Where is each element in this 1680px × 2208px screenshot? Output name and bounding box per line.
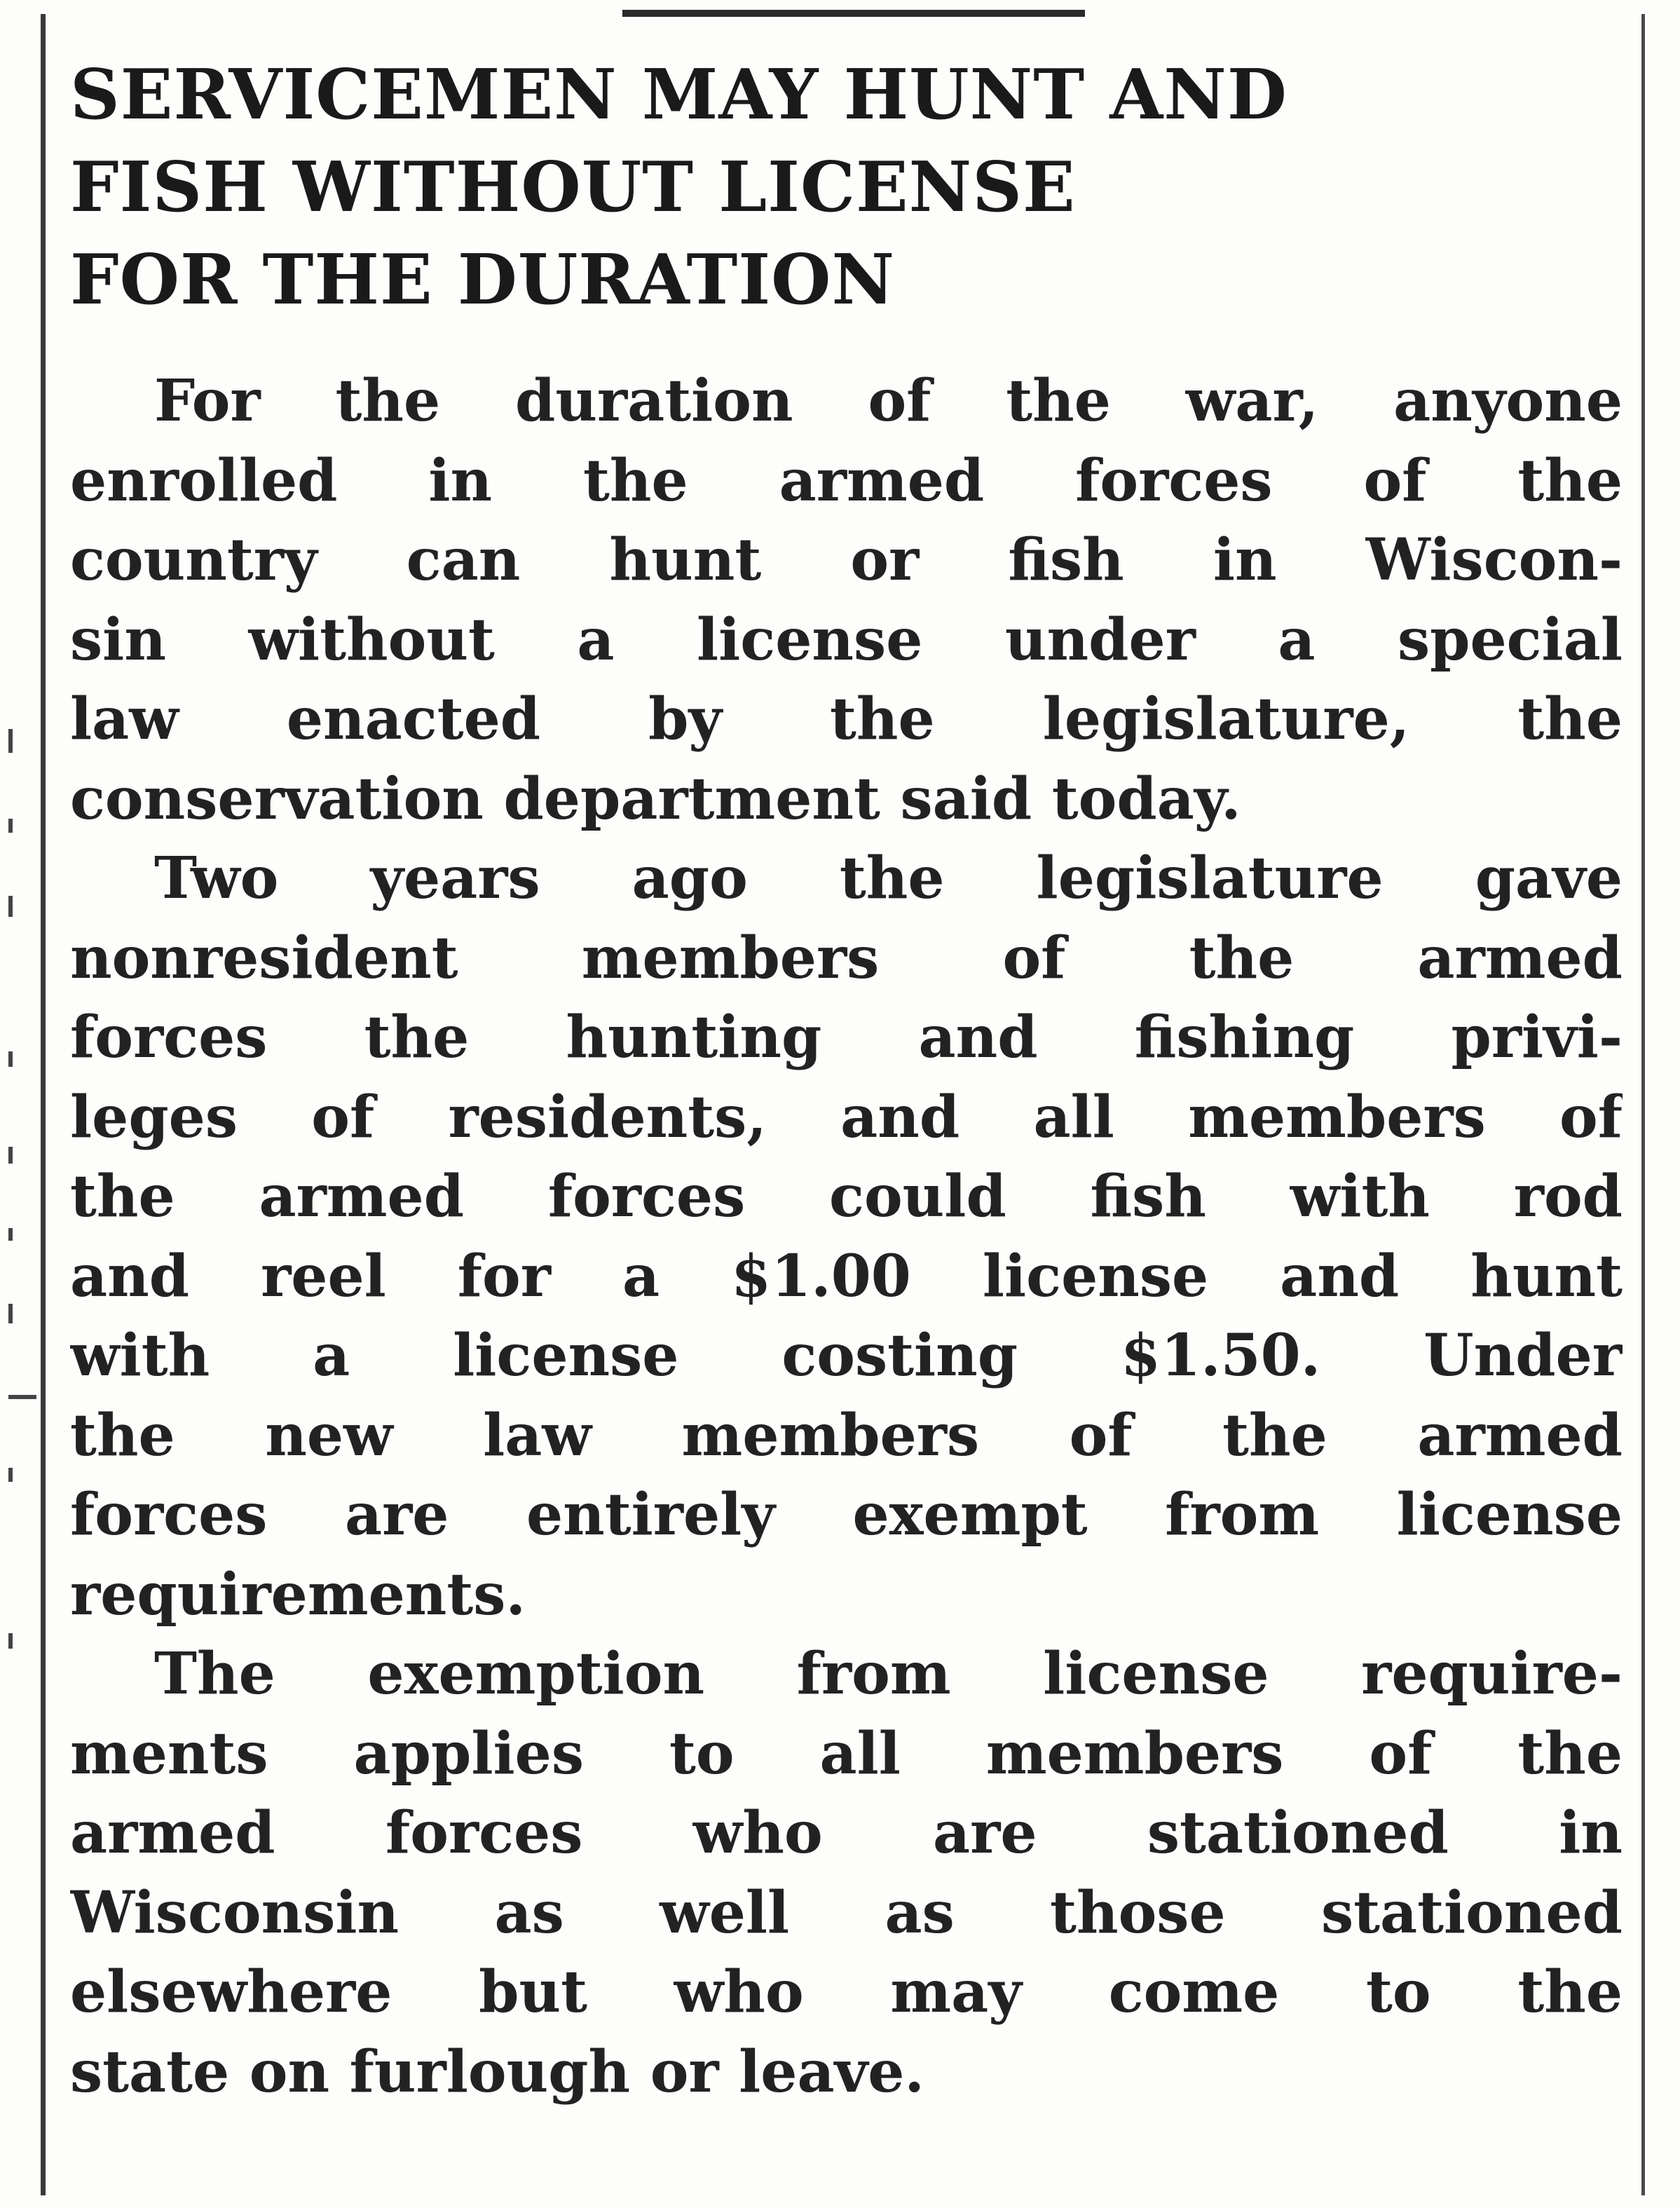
edge-marks: [4, 0, 25, 2208]
text-line: armed forces who are stationed in: [70, 1799, 1623, 1867]
edge-mark: [8, 1633, 13, 1649]
headline-line: FISH WITHOUT LICENSE: [70, 147, 1076, 228]
text-line: enrolled in the armed forces of the: [70, 447, 1623, 514]
column-rule-right: [1641, 14, 1645, 2195]
text-line: country can hunt or fish in Wiscon-: [70, 526, 1623, 594]
edge-mark: [8, 729, 13, 753]
text-line: The exemption from license require-: [154, 1640, 1623, 1708]
text-line: Wisconsin as well as those stationed: [70, 1879, 1623, 1947]
edge-mark: [8, 1147, 13, 1164]
text-line: and reel for a $1.00 license and hunt: [70, 1242, 1623, 1310]
text-line: forces the hunting and fishing privi-: [70, 1004, 1623, 1071]
edge-mark: [8, 819, 13, 833]
text-line: For the duration of the war, anyone: [154, 367, 1623, 435]
headline-line: SERVICEMEN MAY HUNT AND: [70, 55, 1288, 135]
edge-mark: [8, 1468, 13, 1482]
edge-mark: [8, 1228, 13, 1241]
top-rule: [622, 10, 1085, 17]
text-line: forces are entirely exempt from license: [70, 1481, 1623, 1548]
text-line: nonresident members of the armed: [70, 924, 1623, 992]
edge-mark: [8, 1395, 36, 1399]
edge-mark: [8, 1304, 13, 1323]
text-line: with a license costing $1.50. Under: [70, 1322, 1623, 1389]
article: [70, 49, 1623, 2112]
text-line: state on furlough or leave.: [70, 2038, 924, 2106]
text-line: law enacted by the legislature, the: [70, 686, 1623, 753]
text-line: the new law members of the armed: [70, 1401, 1623, 1469]
text-line: the armed forces could fish with rod: [70, 1163, 1623, 1230]
text-line: ments applies to all members of the: [70, 1719, 1623, 1787]
column-rule-left: [41, 14, 46, 2195]
text-line: requirements.: [70, 1560, 526, 1628]
headline: [70, 49, 1623, 327]
text-line: sin without a license under a special: [70, 606, 1623, 674]
edge-mark: [8, 896, 13, 917]
paragraph-1: [70, 362, 1623, 839]
text-line: elsewhere but who may come to the: [70, 1958, 1623, 2026]
text-line: conservation department said today.: [70, 765, 1241, 833]
paragraph-3: [70, 1635, 1623, 2112]
paragraph-2: [70, 839, 1623, 1635]
text-line: Two years ago the legislature gave: [154, 845, 1623, 912]
headline-line: FOR THE DURATION: [70, 240, 896, 320]
text-line: leges of residents, and all members of: [70, 1083, 1623, 1151]
edge-mark: [8, 1051, 13, 1067]
article-body: [70, 362, 1623, 2112]
